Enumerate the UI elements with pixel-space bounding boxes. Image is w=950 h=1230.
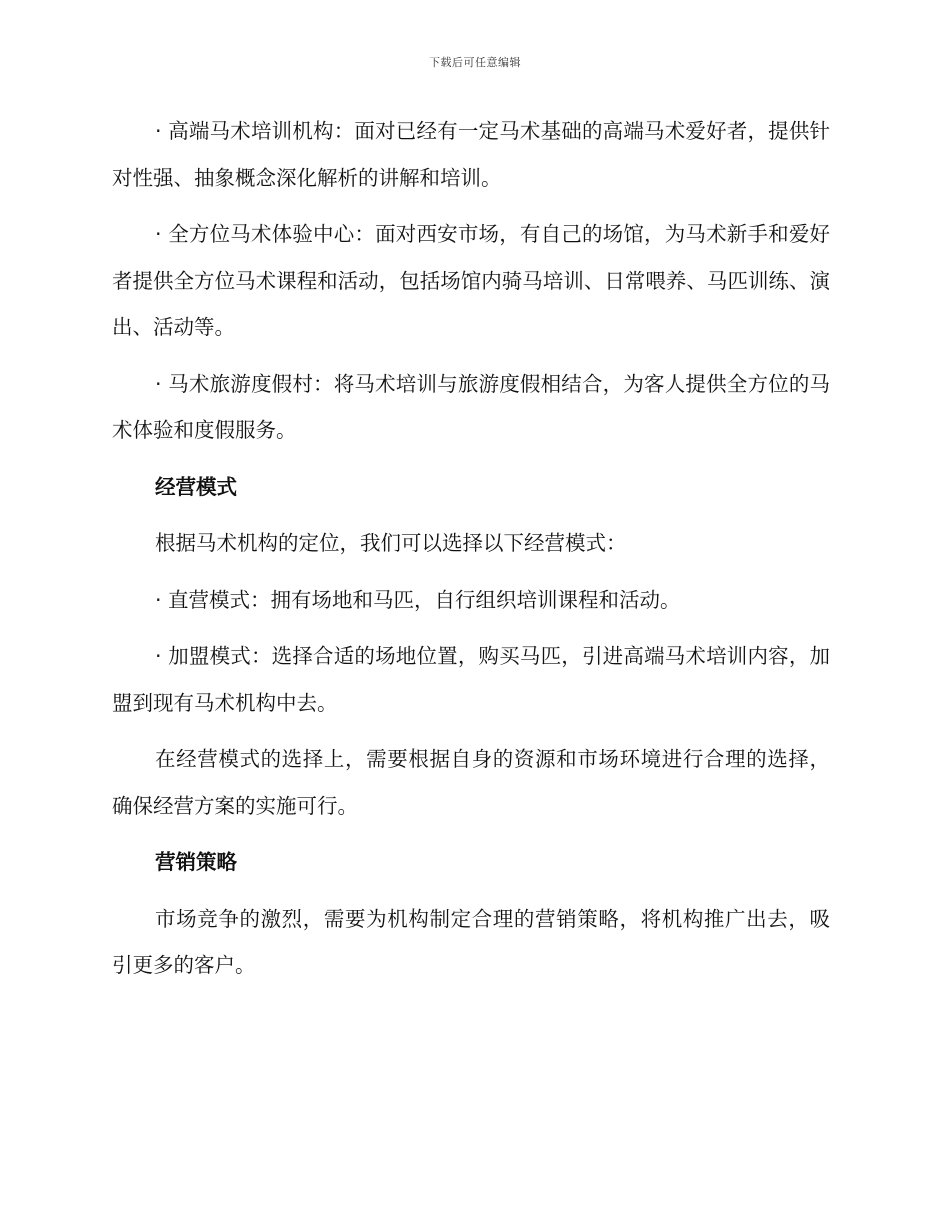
bullet-paragraph-direct-model: · 直营模式：拥有场地和马匹，自行组织培训课程和活动。 [155,587,681,612]
paragraph-business-model-intro: 根据马术机构的定位，我们可以选择以下经营模式： [155,531,627,555]
paragraph-marketing-intro: 市场竞争的激烈，需要为机构制定合理的营销策略，将机构推广出去，吸引更多的客户。 [112,906,830,977]
section-heading-marketing: 营销策略 [155,850,237,874]
section-heading-business-model: 经营模式 [155,474,237,499]
bullet-paragraph-resort: · 马术旅游度假村：将马术培训与旅游度假相结合，为客人提供全方位的马术体验和度假服务。 [112,371,830,442]
document-body [112,108,830,999]
page-header: 下载后可任意编辑 [429,56,521,69]
bullet-paragraph-franchise-model: · 加盟模式：选择合适的场地位置，购买马匹，引进高端马术培训内容，加盟到现有马术机构中去。 [112,644,830,715]
paragraph-model-selection: 在经营模式的选择上，需要根据自身的资源和市场环境进行合理的选择，确保经营方案的实施可行。 [112,747,830,818]
bullet-paragraph-high-end-training: · 高端马术培训机构：面对已经有一定马术基础的高端马术爱好者，提供针对性强、抽象概念深化解析的讲解和培训。 [112,119,830,190]
bullet-paragraph-experience-center: · 全方位马术体验中心：面对西安市场，有自己的场馆，为马术新手和爱好者提供全方位马术课程和活动，包括场馆内骑马培训、日常喂养、马匹训练、演出、活动等。 [112,222,830,339]
